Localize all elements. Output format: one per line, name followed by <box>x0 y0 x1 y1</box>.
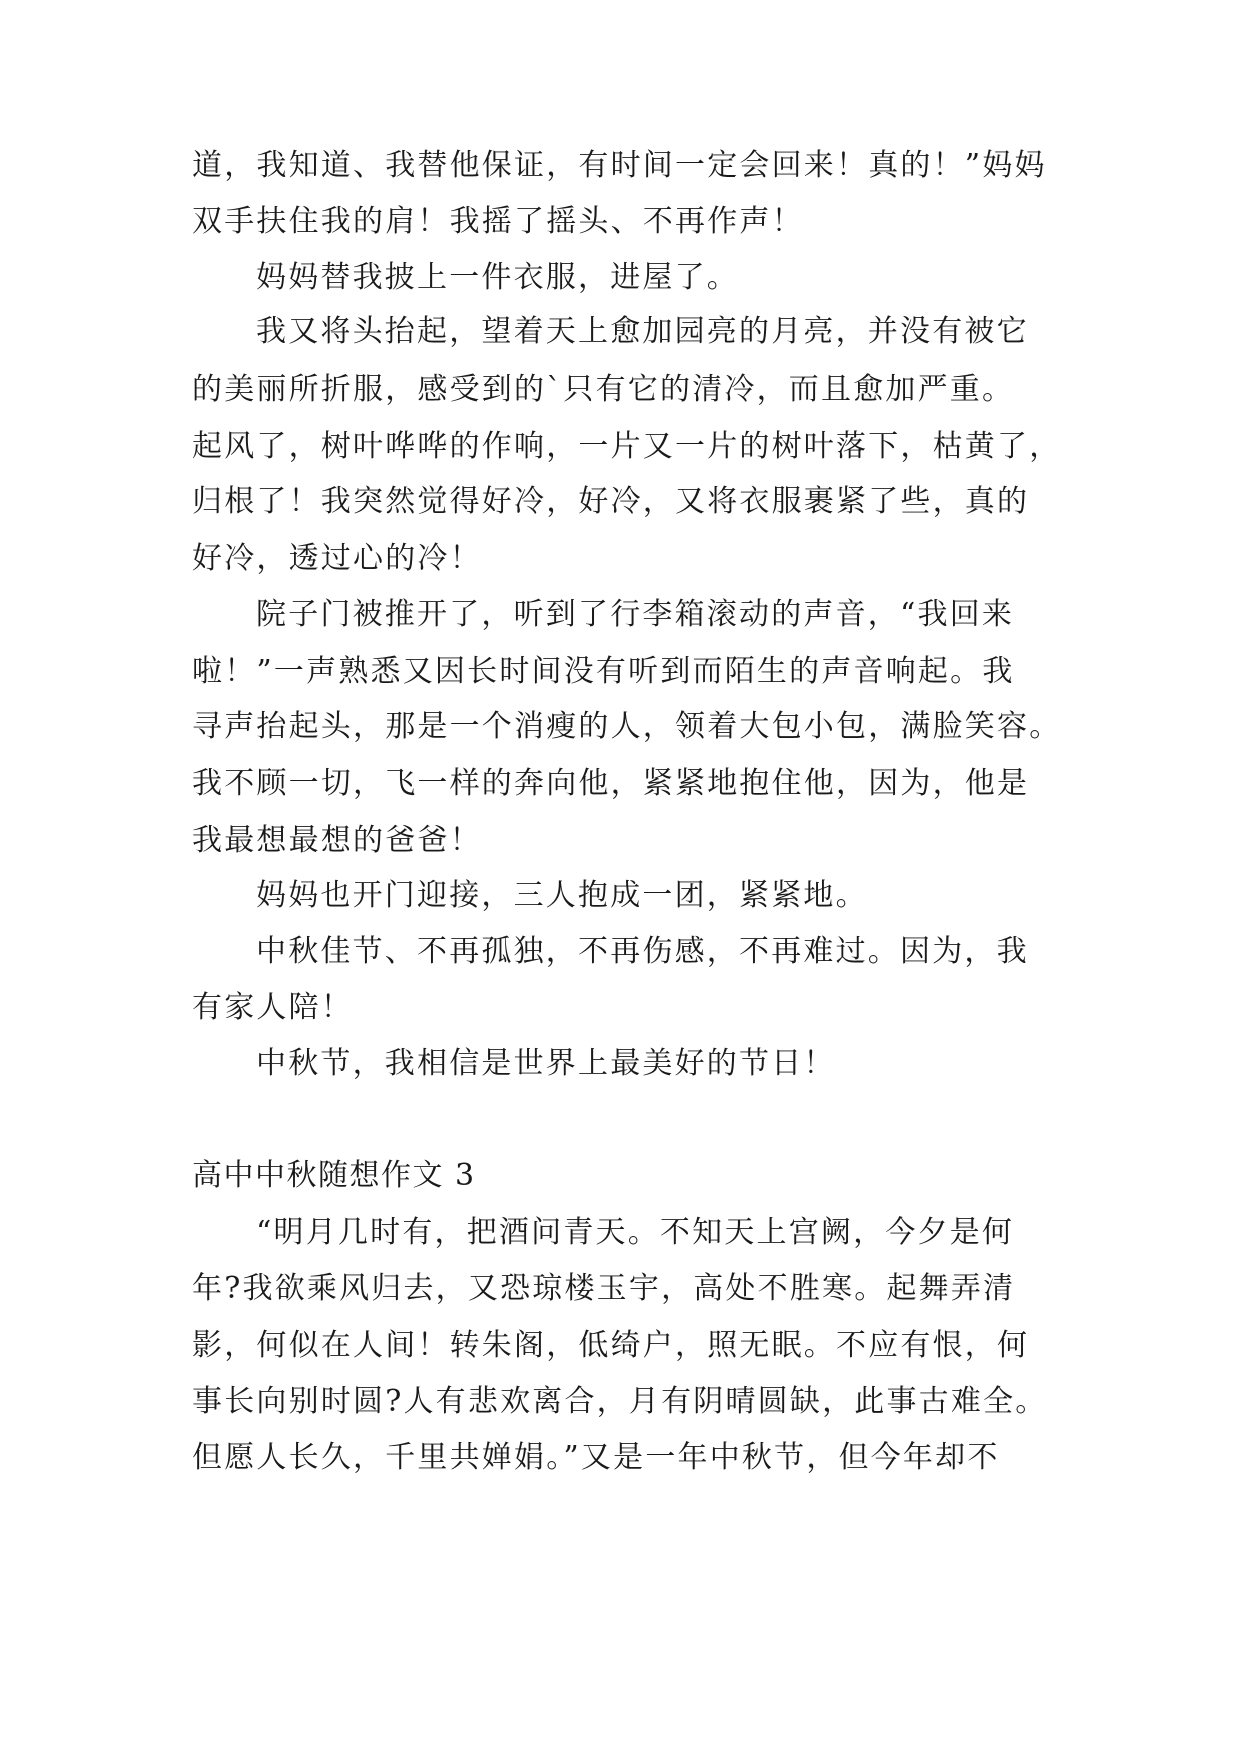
text-line: 道，我知道、我替他保证，有时间一定会回来！真的！”妈妈 <box>192 148 1047 183</box>
text-line: 寻声抬起头，那是一个消瘦的人，领着大包小包，满脸笑容。 <box>192 709 1062 744</box>
text-line: 妈妈也开门迎接，三人抱成一团，紧紧地。 <box>256 878 868 913</box>
text-line: 双手扶住我的肩！我摇了摇头、不再作声！ <box>192 204 804 239</box>
text-line: 但愿人长久，千里共婵娟。”又是一年中秋节，但今年却不 <box>192 1440 1000 1475</box>
text-line: 起风了，树叶哗哗的作响，一片又一片的树叶落下，枯黄了， <box>192 429 1062 464</box>
text-line: 妈妈替我披上一件衣服，进屋了。 <box>256 260 739 295</box>
text-line: 中秋佳节、不再孤独，不再伤感，不再难过。因为，我 <box>256 934 1029 969</box>
text-line: 影，何似在人间！转朱阁，低绮户，照无眠。不应有恨，何 <box>192 1328 1030 1363</box>
text-line: 好冷，透过心的冷！ <box>192 541 482 576</box>
text-line: 我又将头抬起，望着天上愈加园亮的月亮，并没有被它 <box>256 314 1029 349</box>
text-line: 中秋节，我相信是世界上最美好的节日！ <box>256 1046 836 1081</box>
text-line: 有家人陪！ <box>192 990 353 1025</box>
text-line: 的美丽所折服，感受到的`只有它的清冷，而且愈加严重。 <box>192 372 1015 407</box>
text-line: 归根了！我突然觉得好冷，好冷，又将衣服裹紧了些，真的 <box>192 484 1030 519</box>
text-line: 我不顾一切，飞一样的奔向他，紧紧地抱住他，因为，他是 <box>192 766 1030 801</box>
text-line: 啦！”一声熟悉又因长时间没有听到而陌生的声音响起。我 <box>192 654 1015 689</box>
text-line: 事长向别时圆?人有悲欢离合，月有阴晴圆缺，此事古难全。 <box>192 1384 1048 1419</box>
text-line: 院子门被推开了，听到了行李箱滚动的声音，“我回来 <box>256 597 1015 632</box>
section-heading: 高中中秋随想作文 3 <box>192 1158 476 1193</box>
text-line: “明月几时有，把酒问青天。不知天上宫阙，今夕是何 <box>256 1215 1015 1250</box>
text-line: 我最想最想的爸爸！ <box>192 823 482 858</box>
text-line: 年?我欲乘风归去，又恐琼楼玉宇，高处不胜寒。起舞弄清 <box>192 1271 1016 1306</box>
